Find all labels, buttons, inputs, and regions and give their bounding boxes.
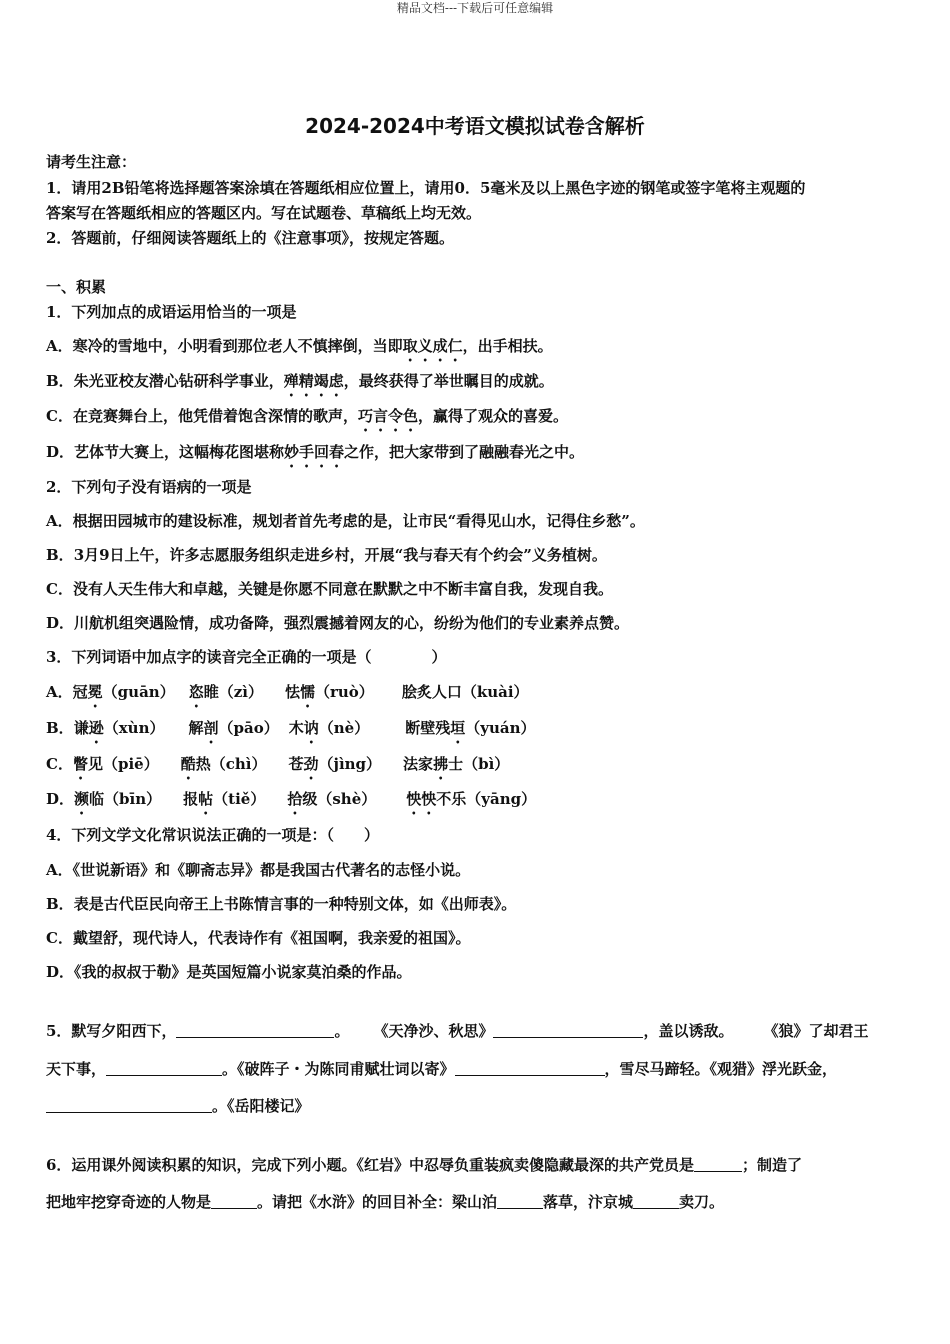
answer-blank[interactable] bbox=[211, 1193, 257, 1209]
answer-blank[interactable] bbox=[176, 1022, 334, 1038]
pinyin: （guān） bbox=[102, 683, 175, 701]
pinyin: 士（bì） bbox=[448, 755, 510, 773]
dotted-char: 剖 bbox=[203, 719, 219, 737]
question-5-text: 5．默写夕阳西下， bbox=[46, 1022, 177, 1040]
option-text: 川航机组突遇险情，成功备降，强烈震撼着网友的心，纷纷为他们的专业素养点赞。 bbox=[74, 614, 630, 632]
word-plain: 法家 bbox=[403, 755, 434, 773]
question-6-text: 6．运用课外阅读积累的知识，完成下列小题。《红岩》中忍辱负重装疯卖傻隐藏最深的共产党员是 bbox=[46, 1156, 694, 1174]
word-plain: 热 bbox=[195, 755, 211, 773]
question-2-option-b bbox=[46, 545, 916, 565]
dotted-char: 逊 bbox=[88, 719, 104, 737]
question-5-text: 。 bbox=[334, 1022, 350, 1040]
dotted-char: 恣 bbox=[188, 683, 204, 701]
option-letter: B． bbox=[46, 372, 74, 390]
dotted-char: 讷 bbox=[303, 719, 319, 737]
question-5-text: ，盖以诱敌。 bbox=[643, 1022, 734, 1040]
option-letter: A． bbox=[46, 861, 73, 879]
question-1-option-b bbox=[46, 371, 916, 400]
option-text: 《我的叔叔于勒》是英国短篇小说家莫泊桑的作品。 bbox=[74, 963, 412, 981]
option-letter: B． bbox=[46, 719, 74, 737]
question-5-line-3 bbox=[46, 1096, 916, 1116]
word-plain: 脍炙人口 bbox=[401, 683, 462, 701]
word-plain: 解 bbox=[188, 719, 204, 737]
option-text: 寒冷的雪地中，小明看到那位老人不慎摔倒，当即 bbox=[72, 337, 403, 355]
option-letter: B． bbox=[46, 546, 74, 564]
word-plain: 苍 bbox=[288, 755, 304, 773]
answer-blank[interactable] bbox=[497, 1193, 543, 1209]
answer-blank[interactable] bbox=[106, 1060, 222, 1076]
pinyin: 见（piē） bbox=[87, 755, 159, 773]
option-letter: B． bbox=[46, 895, 74, 913]
pinyin: （jìng） bbox=[318, 755, 382, 773]
dotted-char: 劲 bbox=[303, 755, 319, 773]
question-6-text: 把地牢挖穿奇迹的人物是 bbox=[46, 1193, 212, 1211]
option-letter: C． bbox=[46, 929, 73, 947]
word-plain: 木 bbox=[288, 719, 304, 737]
question-6-text: ；制造了 bbox=[741, 1156, 802, 1174]
dotted-char: 冕 bbox=[87, 683, 103, 701]
section-heading: 一、积累 bbox=[46, 278, 107, 296]
word-plain: 报 bbox=[183, 790, 199, 808]
answer-blank[interactable] bbox=[455, 1060, 605, 1076]
option-text: 3月9日上午，许多志愿服务组织走进乡村，开展“我与春天有个约会”义务植树。 bbox=[73, 546, 607, 564]
notice-item-2: 2．答题前，仔细阅读答题纸上的《注意事项》，按规定答题。 bbox=[46, 229, 454, 247]
word-plain: 断壁残 bbox=[405, 719, 451, 737]
pinyin: 临（bīn） bbox=[89, 790, 162, 808]
option-letter: D． bbox=[46, 963, 75, 981]
question-3-option-b bbox=[46, 718, 916, 747]
option-text: 艺体节大赛上，这幅梅花图堪称 bbox=[74, 443, 285, 461]
option-text: 之作，把大家带到了融融春光之中。 bbox=[344, 443, 585, 461]
question-5-line-1 bbox=[46, 1021, 916, 1041]
option-letter: D． bbox=[46, 614, 75, 632]
question-4-option-b bbox=[46, 894, 916, 914]
question-1-option-a bbox=[46, 336, 916, 365]
dotted-char: 濒 bbox=[74, 790, 90, 808]
pinyin: （yuán） bbox=[465, 719, 536, 737]
pinyin: 不乐（yāng） bbox=[436, 790, 537, 808]
dotted-idiom: 取义成仁 bbox=[402, 337, 463, 355]
question-3-option-d bbox=[46, 789, 916, 818]
option-text: 朱光亚校友潜心钻研科学事业， bbox=[73, 372, 284, 390]
question-1-stem: 1．下列加点的成语运用恰当的一项是 bbox=[46, 303, 297, 321]
notice-heading: 请考生注意： bbox=[46, 153, 137, 171]
option-text: 表是古代臣民向帝王上书陈情言事的一种特别文体，如《出师表》。 bbox=[73, 895, 517, 913]
question-5-line-2 bbox=[46, 1059, 916, 1079]
pinyin: （zì） bbox=[218, 683, 263, 701]
answer-blank[interactable] bbox=[633, 1193, 679, 1209]
answer-blank[interactable] bbox=[694, 1156, 742, 1172]
question-1-option-d bbox=[46, 442, 916, 471]
option-text: 根据田园城市的建设标准，规划者首先考虑的是，让市民“看得见山水，记得住乡愁”。 bbox=[72, 512, 645, 530]
question-6-text: 。请把《水浒》的回目补全：梁山泊 bbox=[257, 1193, 498, 1211]
page-header: 精品文档---下载后可任意编辑 bbox=[396, 1, 554, 15]
dotted-idiom: 殚精竭虑 bbox=[283, 372, 344, 390]
option-text: 《世说新语》和《聊斋志异》都是我国古代著名的志怪小说。 bbox=[72, 861, 471, 879]
pinyin: （nè） bbox=[318, 719, 370, 737]
option-text: 没有人天生伟大和卓越，关键是你愿不同意在默默之中不断丰富自我，发现自我。 bbox=[72, 580, 613, 598]
option-letter: D． bbox=[46, 443, 75, 461]
question-6-text: 卖刀。 bbox=[679, 1193, 725, 1211]
pinyin: （xùn） bbox=[103, 719, 165, 737]
question-2-stem: 2．下列句子没有语病的一项是 bbox=[46, 478, 252, 496]
question-5-text: 《狼》了却君王 bbox=[763, 1022, 869, 1040]
dotted-char: 酷 bbox=[180, 755, 196, 773]
word-plain: 冠 bbox=[72, 683, 88, 701]
option-text: ，赢得了观众的喜爱。 bbox=[417, 407, 568, 425]
question-3-option-c bbox=[46, 754, 916, 783]
option-text: ，最终获得了举世瞩目的成就。 bbox=[343, 372, 554, 390]
answer-blank[interactable] bbox=[493, 1022, 643, 1038]
option-letter: A． bbox=[46, 512, 73, 530]
question-4-option-a bbox=[46, 860, 916, 880]
question-2-option-d bbox=[46, 613, 916, 633]
question-5-text: 天下事， bbox=[46, 1060, 107, 1078]
option-letter: C． bbox=[46, 580, 73, 598]
question-6-line-2 bbox=[46, 1192, 916, 1212]
option-text: ，出手相扶。 bbox=[462, 337, 553, 355]
word-plain: 睢 bbox=[203, 683, 219, 701]
notice-item-1b: 答案写在答题纸相应的答题区内。写在试题卷、草稿纸上均无效。 bbox=[46, 204, 482, 222]
question-4-option-c bbox=[46, 928, 916, 948]
option-letter: A． bbox=[46, 337, 73, 355]
option-letter: D． bbox=[46, 790, 75, 808]
notice-item-1a: 1．请用2B铅笔将选择题答案涂填在答题纸相应位置上，请用0．5毫米及以上黑色字迹的钢笔或签字笔将主观题的 bbox=[46, 179, 806, 197]
question-6-line-1 bbox=[46, 1155, 916, 1175]
pinyin: （tiě） bbox=[213, 790, 266, 808]
word-plain: 谦 bbox=[73, 719, 89, 737]
pinyin: （kuài） bbox=[461, 683, 529, 701]
dotted-char: 帖 bbox=[198, 790, 214, 808]
page-title: 2024-2024中考语文模拟试卷含解析 bbox=[305, 114, 645, 138]
question-4-option-d bbox=[46, 962, 916, 982]
question-1-option-c bbox=[46, 406, 916, 435]
pinyin: （ruò） bbox=[314, 683, 374, 701]
dotted-char: 懦 bbox=[299, 683, 315, 701]
question-5-text: 。《岳阳楼记》 bbox=[212, 1097, 310, 1115]
pinyin: （chì） bbox=[210, 755, 267, 773]
question-4-stem: 4．下列文学文化常识说法正确的一项是：（ ） bbox=[46, 826, 379, 844]
pinyin: 级（shè） bbox=[302, 790, 377, 808]
question-5-text: ，雪尽马蹄轻。《观猎》浮光跃金， bbox=[604, 1060, 838, 1078]
dotted-char: 拂 bbox=[433, 755, 449, 773]
dotted-idiom: 妙手回春 bbox=[284, 443, 345, 461]
question-2-option-a bbox=[46, 511, 916, 531]
dotted-idiom: 巧言令色 bbox=[357, 407, 418, 425]
dotted-char: 瞥 bbox=[72, 755, 88, 773]
question-6-text: 落草，汴京城 bbox=[543, 1193, 634, 1211]
question-2-option-c bbox=[46, 579, 916, 599]
question-3-stem: 3．下列词语中加点字的读音完全正确的一项是（ ） bbox=[46, 648, 447, 666]
option-letter: C． bbox=[46, 755, 73, 773]
word-plain: 怯 bbox=[284, 683, 300, 701]
answer-blank[interactable] bbox=[46, 1097, 212, 1113]
question-5-text: 。《破阵子・为陈同甫赋壮词以寄》 bbox=[222, 1060, 455, 1078]
dotted-char: 拾 bbox=[287, 790, 303, 808]
dotted-char: 垣 bbox=[450, 719, 466, 737]
option-letter: A． bbox=[46, 683, 73, 701]
option-letter: C． bbox=[46, 407, 73, 425]
question-5-text: 《天净沙、秋思》 bbox=[373, 1022, 494, 1040]
option-text: 戴望舒，现代诗人，代表诗作有《祖国啊，我亲爱的祖国》。 bbox=[72, 929, 471, 947]
dotted-char: 怏怏 bbox=[406, 790, 437, 808]
question-3-option-a bbox=[46, 682, 916, 711]
pinyin: （pāo） bbox=[218, 719, 279, 737]
option-text: 在竞赛舞台上，他凭借着饱含深情的歌声， bbox=[72, 407, 358, 425]
